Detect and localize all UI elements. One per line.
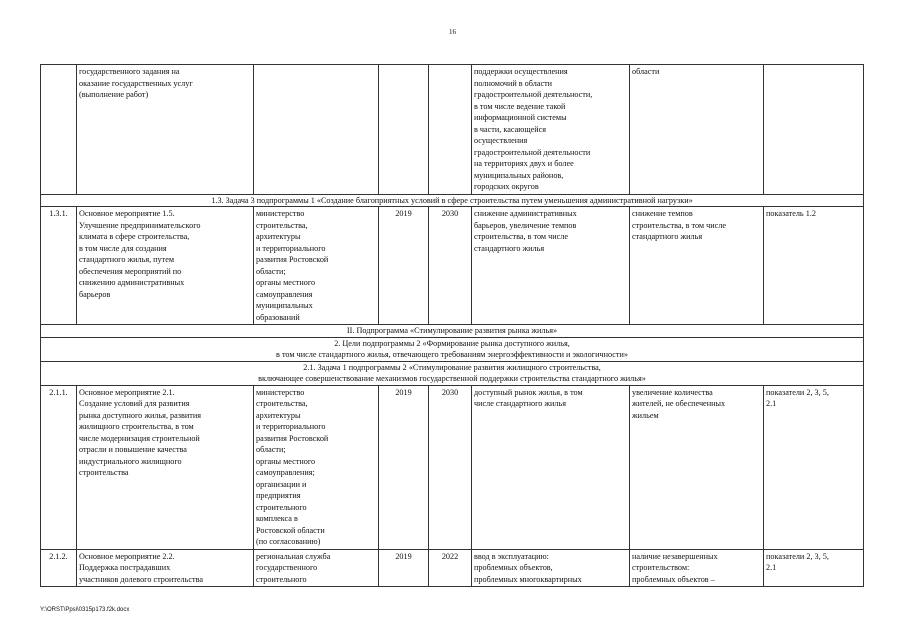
- cell-executor: министерство строительства, архитектуры и территориального развития Ростовской области; органы местного самоуправления; организации и предприятия строительного комплекса в Ростовской области (по согласованию): [254, 385, 379, 549]
- cell-end: 2030: [429, 207, 472, 325]
- cell-executor: [254, 65, 379, 195]
- cell-result: ввод в эксплуатацию: проблемных объектов, проблемных многоквартирных: [472, 549, 630, 587]
- cell-event: Основное мероприятие 2.1. Создание условий для развития рынка доступного жилья, развития жилищного строительства, в том числе модернизация строительной отрасли и повышение качества индустриального жилищного строительства: [77, 385, 254, 549]
- page-number: 16: [449, 28, 456, 36]
- cell-number: 1.3.1.: [41, 207, 77, 325]
- cell-event: государственного задания на оказание государственных услуг (выполнение работ): [77, 65, 254, 195]
- cell-indicator: показатель 1.2: [764, 207, 864, 325]
- cell-event: Основное мероприятие 2.2. Поддержка пострадавших участников долевого строительства: [77, 549, 254, 587]
- table-row-2-1-1: [41, 385, 864, 549]
- cell-consequence: увеличение количества жителей, не обеспеченных жильем: [630, 385, 764, 549]
- section-heading-task-2-1: [41, 361, 864, 385]
- section-heading-goal-2: [41, 337, 864, 361]
- table-row-2-1-2: [41, 549, 864, 587]
- cell-consequence: наличие незавершенных строительством: проблемных объектов –: [630, 549, 764, 587]
- table-row-1-3-1: [41, 207, 864, 325]
- cell-indicator: показатели 2, 3, 5, 2.1: [764, 385, 864, 549]
- program-events-table: [40, 64, 864, 587]
- cell-end: 2030: [429, 385, 472, 549]
- footer-file-path: Y:\ORST\Ppsi\0315p173.f2k.docx: [40, 607, 130, 613]
- heading-cell: 2.1. Задача 1 подпрограммы 2 «Стимулирование развития жилищного строительства, включающее совершенствование механизмов государственной поддержки строительства стандартного жилья»: [41, 361, 864, 385]
- cell-consequence: области: [630, 65, 764, 195]
- cell-number: [41, 65, 77, 195]
- cell-number: 2.1.2.: [41, 549, 77, 587]
- cell-end: [429, 65, 472, 195]
- section-heading-task-1-3: [41, 194, 864, 207]
- cell-executor: региональная служба государственного строительного: [254, 549, 379, 587]
- cell-result: доступный рынок жилья, в том числе стандартного жилья: [472, 385, 630, 549]
- section-heading-subprogram-2: [41, 325, 864, 338]
- cell-indicator: показатели 2, 3, 5, 2.1: [764, 549, 864, 587]
- cell-number: 2.1.1.: [41, 385, 77, 549]
- cell-event: Основное мероприятие 1.5. Улучшение предпринимательского климата в сфере строительства, в том числе для создания стандартного жилья, путем обеспечения мероприятий по снижению административных барьеров: [77, 207, 254, 325]
- heading-cell: 1.3. Задача 3 подпрограммы 1 «Создание благоприятных условий в сфере строительства путем уменьшения административной нагрузки»: [41, 194, 864, 207]
- cell-result: снижение административных барьеров, увеличение темпов строительства, в том числе стандартного жилья: [472, 207, 630, 325]
- cell-start: [379, 65, 429, 195]
- cell-consequence: снижение темпов строительства, в том числе стандартного жилья: [630, 207, 764, 325]
- cell-start: 2019: [379, 549, 429, 587]
- heading-cell: II. Подпрограмма «Стимулирование развития рынка жилья»: [41, 325, 864, 338]
- cell-indicator: [764, 65, 864, 195]
- cell-result: поддержки осуществления полномочий в области градостроительной деятельности, в том числе ведение такой информационной системы в части, касающейся осуществления градостроительной деятельности на территориях двух и более муниципальных районов, городских округов: [472, 65, 630, 195]
- cell-start: 2019: [379, 385, 429, 549]
- cell-start: 2019: [379, 207, 429, 325]
- cell-end: 2022: [429, 549, 472, 587]
- heading-cell: 2. Цели подпрограммы 2 «Формирование рынка доступного жилья, в том числе стандартного жилья, отвечающего требованиям энергоэффективности и экологичности»: [41, 337, 864, 361]
- table-row-continuation: [41, 65, 864, 195]
- cell-executor: министерство строительства, архитектуры и территориального развития Ростовской области; органы местного самоуправления муниципальных образований: [254, 207, 379, 325]
